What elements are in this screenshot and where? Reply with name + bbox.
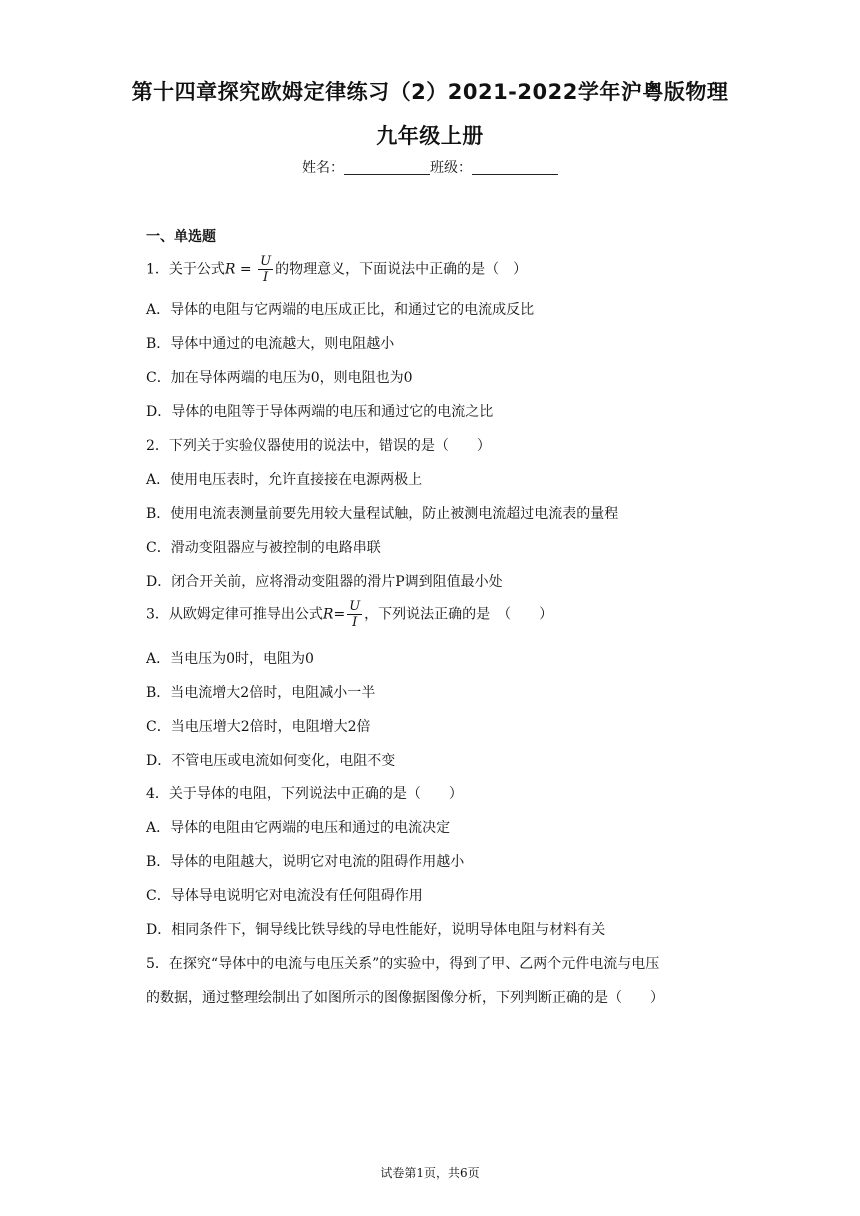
student-info [0, 157, 860, 177]
question-5-stem-line1: 5．在探究“导体中的电流与电压关系”的实验中，得到了甲、乙两个元件电流与电压 [146, 956, 660, 972]
document-title-line1: 第十四章探究欧姆定律练习（2）2021-2022学年沪粤版物理 [131, 80, 729, 104]
question-1-stem: 1．关于公式R = $\frac{U}{I}$ 的物理意义，下面说法中正确的是（ ） [146, 254, 528, 285]
formula-fraction: $\frac{U}{I}$ [349, 599, 361, 630]
question-2-option-d: D．闭合开关前，应将滑动变阻器的滑片P调到阻值最小处 [146, 574, 503, 590]
question-2-stem: 2．下列关于实验仪器使用的说法中，错误的是（ ） [146, 438, 491, 454]
name-label: 姓名： [302, 160, 344, 176]
formula-var-r: R [224, 261, 236, 278]
class-label: 班级： [430, 160, 472, 176]
question-4-stem: 4．关于导体的电阻，下列说法中正确的是（ ） [146, 786, 463, 802]
document-title-line2: 九年级上册 [376, 124, 484, 148]
question-1-option-a: A．导体的电阻与它两端的电压成正比，和通过它的电流成反比 [146, 302, 535, 318]
class-blank[interactable] [472, 160, 558, 175]
question-4-option-c: C．导体导电说明它对电流没有任何阻碍作用 [146, 888, 423, 904]
question-4-option-a: A．导体的电阻由它两端的电压和通过的电流决定 [146, 820, 451, 836]
question-1-option-d: D．导体的电阻等于导体两端的电压和通过它的电流之比 [146, 404, 494, 420]
section-heading: 一、单选题 [146, 229, 216, 245]
question-2-option-c: C．滑动变阻器应与被控制的电路串联 [146, 540, 381, 556]
question-3-option-d: D．不管电压或电流如何变化，电阻不变 [146, 753, 396, 769]
question-4-option-d: D．相同条件下，铜导线比铁导线的导电性能好，说明导体电阻与材料有关 [146, 922, 606, 938]
question-3-option-c: C．当电压增大2倍时，电阻增大2倍 [146, 719, 371, 735]
question-2-option-a: A．使用电压表时，允许直接接在电源两极上 [146, 472, 423, 488]
formula-fraction: $\frac{U}{I}$ [260, 254, 272, 285]
question-2-option-b: B．使用电流表测量前要先用较大量程试触，防止被测电流超过电流表的量程 [146, 506, 619, 522]
page-footer: 试卷第1页，共6页 [380, 1166, 480, 1180]
question-3-option-a: A．当电压为0时，电阻为0 [146, 651, 314, 667]
question-1-option-c: C．加在导体两端的电压为0，则电阻也为0 [146, 370, 413, 386]
question-3-option-b: B．当电流增大2倍时，电阻减小一半 [146, 685, 376, 701]
question-1-option-b: B．导体中通过的电流越大，则电阻越小 [146, 336, 395, 352]
formula-var-r: R [322, 606, 334, 623]
question-5-stem-line2: 的数据，通过整理绘制出了如图所示的图像据图像分析，下列判断正确的是（ ） [146, 990, 664, 1006]
question-3-stem: 3．从欧姆定律可推导出公式R= $\frac{U}{I}$ ，下列说法正确的是 （ ） [146, 599, 554, 630]
question-4-option-b: B．导体的电阻越大，说明它对电流的阻碍作用越小 [146, 854, 465, 870]
name-blank[interactable] [344, 160, 430, 175]
